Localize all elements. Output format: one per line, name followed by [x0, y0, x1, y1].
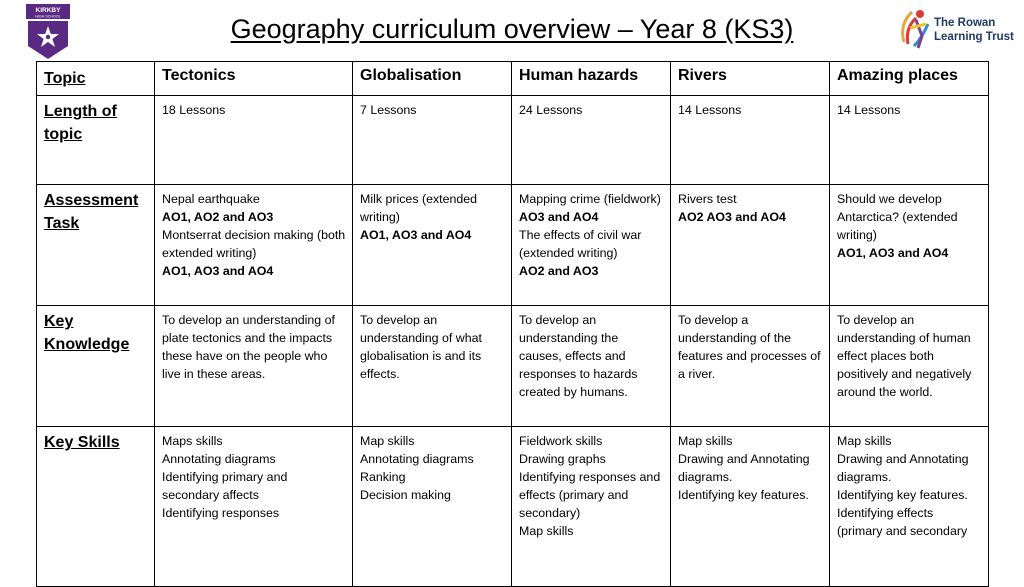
cell-line: Drawing and Annotating diagrams. — [837, 452, 969, 484]
cell-line: Map skills — [678, 434, 733, 448]
cell-line: Identifying key features. — [678, 488, 809, 502]
cell-line: The effects of civil war (extended writing) — [519, 228, 642, 260]
cell-line: AO1, AO2 and AO3 — [162, 210, 274, 224]
cell-line: Should we develop Antarctica? (extended writing) — [837, 192, 958, 242]
table-cell-globalisation — [353, 306, 512, 427]
cell-line: Drawing graphs — [519, 452, 606, 466]
table-cell-human-hazards — [512, 185, 671, 306]
table-cell-tectonics — [155, 96, 353, 185]
row-heading: Key Skills — [37, 427, 155, 587]
svg-text:Learning Trust: Learning Trust — [934, 31, 1014, 43]
svg-text:KIRKBY: KIRKBY — [35, 7, 61, 14]
cell-line: Decision making — [360, 488, 451, 502]
cell-line: Map skills — [837, 434, 892, 448]
cell-line: 18 Lessons — [162, 103, 226, 117]
column-heading-globalisation: Globalisation — [353, 62, 512, 96]
cell-line: AO3 and AO4 — [519, 210, 599, 224]
table-cell-human-hazards — [512, 427, 671, 587]
table-cell-human-hazards — [512, 306, 671, 427]
svg-text:HIGH SCHOOL: HIGH SCHOOL — [35, 14, 61, 19]
row-heading-topic: Topic — [37, 62, 155, 96]
cell-line: 14 Lessons — [678, 103, 742, 117]
rowan-learning-trust-logo — [896, 2, 1024, 56]
cell-line: Rivers test — [678, 192, 737, 206]
table-cell-amazing-places — [830, 185, 989, 306]
row-heading: Assessment Task — [37, 185, 155, 306]
table-row — [37, 306, 989, 427]
table-cell-amazing-places — [830, 306, 989, 427]
cell-line: Maps skills — [162, 434, 223, 448]
table-cell-tectonics — [155, 306, 353, 427]
cell-line: To develop an understanding the causes, effects and responses to hazards created by humans. — [519, 313, 638, 399]
table-cell-rivers — [671, 96, 830, 185]
cell-line: 24 Lessons — [519, 103, 583, 117]
table-cell-rivers — [671, 185, 830, 306]
cell-line: AO1, AO3 and AO4 — [162, 264, 274, 278]
cell-line: Montserrat decision making (both extended writing) — [162, 228, 346, 260]
column-heading-human-hazards: Human hazards — [512, 62, 671, 96]
column-heading-rivers: Rivers — [671, 62, 830, 96]
cell-line: 14 Lessons — [837, 103, 901, 117]
cell-line: Identifying effects (primary and secondary — [837, 506, 968, 538]
cell-line: AO2 and AO3 — [519, 264, 599, 278]
cell-line: Mapping crime (fieldwork) — [519, 192, 661, 206]
row-heading: Key Knowledge — [37, 306, 155, 427]
table-cell-tectonics — [155, 427, 353, 587]
table-cell-globalisation — [353, 96, 512, 185]
cell-line: Fieldwork skills — [519, 434, 603, 448]
cell-line: To develop an understanding of human effect places both positively and negatively around the world. — [837, 313, 972, 399]
svg-text:The Rowan: The Rowan — [934, 17, 996, 29]
table-cell-human-hazards — [512, 96, 671, 185]
table-cell-rivers — [671, 427, 830, 587]
cell-line: Nepal earthquake — [162, 192, 260, 206]
cell-line: To develop an understanding of plate tectonics and the impacts these have on the people who live in these areas. — [162, 313, 335, 381]
table-cell-amazing-places — [830, 427, 989, 587]
cell-line: Identifying responses — [162, 506, 280, 520]
cell-line: Map skills — [519, 524, 574, 538]
cell-line: AO1, AO3 and AO4 — [360, 228, 472, 242]
kirkby-high-school-logo — [26, 4, 70, 60]
table-cell-tectonics — [155, 185, 353, 306]
row-heading: Length of topic — [37, 96, 155, 185]
cell-line: Drawing and Annotating diagrams. — [678, 452, 810, 484]
column-heading-tectonics: Tectonics — [155, 62, 353, 96]
table-row — [37, 96, 989, 185]
table-cell-globalisation — [353, 427, 512, 587]
table-row — [37, 427, 989, 587]
cell-line: To develop an understanding of what globalisation is and its effects. — [360, 313, 482, 381]
cell-line: Map skills — [360, 434, 415, 448]
table-cell-globalisation — [353, 185, 512, 306]
cell-line: Identifying responses and effects (primary and secondary) — [519, 470, 661, 520]
table-cell-rivers — [671, 306, 830, 427]
cell-line: AO2 AO3 and AO4 — [678, 210, 786, 224]
cell-line: Identifying key features. — [837, 488, 968, 502]
cell-line: Milk prices (extended writing) — [360, 192, 478, 224]
cell-line: AO1, AO3 and AO4 — [837, 246, 949, 260]
page-title: Geography curriculum overview – Year 8 (KS3) — [230, 14, 794, 44]
curriculum-table — [36, 61, 989, 587]
cell-line: Ranking — [360, 470, 406, 484]
table-row — [37, 185, 989, 306]
table-header-row — [37, 62, 989, 96]
table-cell-amazing-places — [830, 96, 989, 185]
cell-line: Annotating diagrams — [162, 452, 276, 466]
cell-line: Annotating diagrams — [360, 452, 474, 466]
cell-line: 7 Lessons — [360, 103, 417, 117]
cell-line: To develop a understanding of the features and processes of a river. — [678, 313, 821, 381]
cell-line: Identifying primary and secondary affects — [162, 470, 288, 502]
column-heading-amazing-places: Amazing places — [830, 62, 989, 96]
